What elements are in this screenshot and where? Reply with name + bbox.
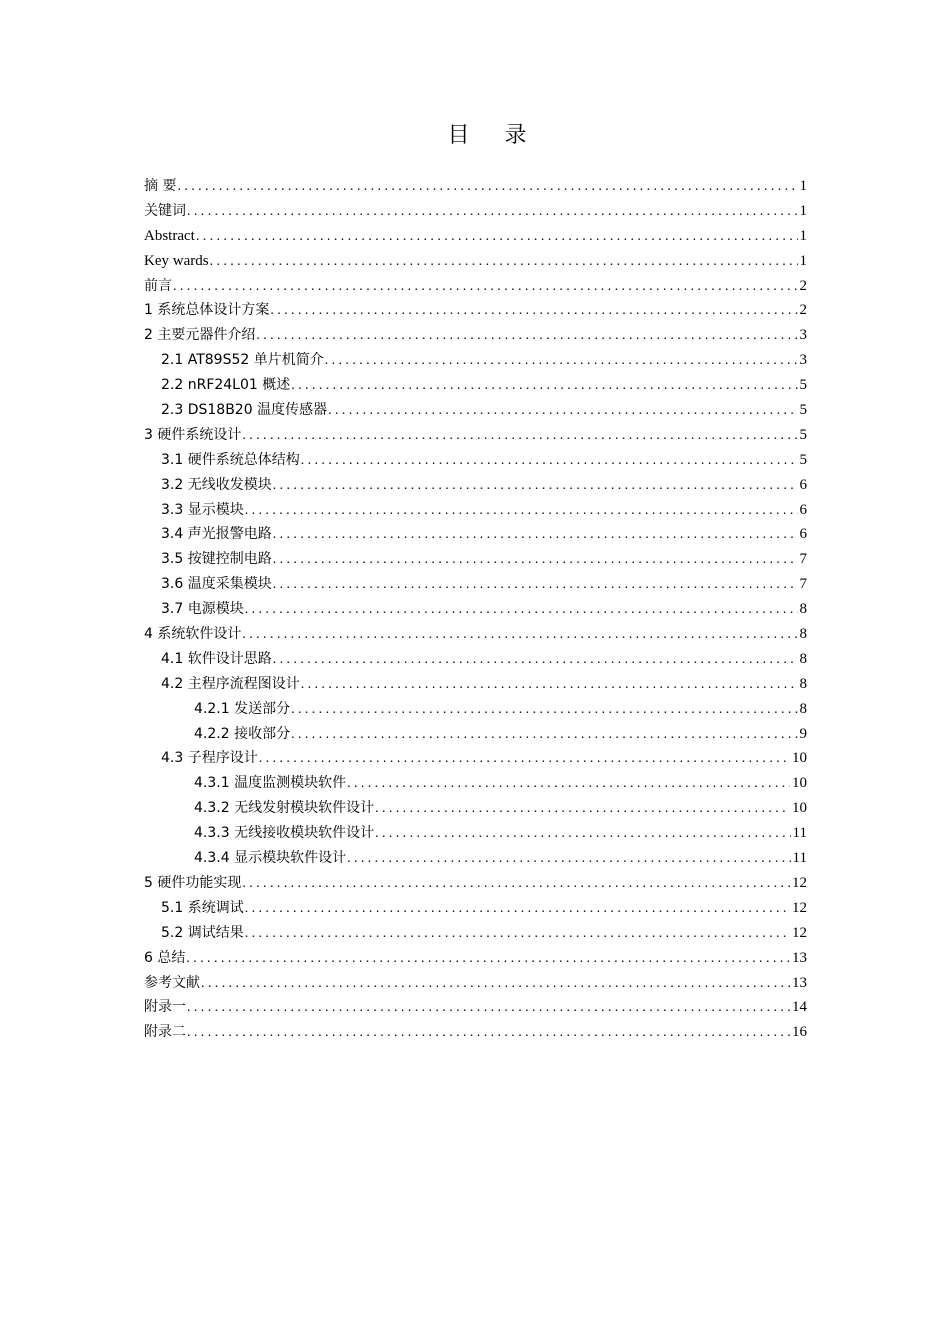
toc-dot-leader — [273, 523, 798, 548]
toc-entry-label: 摘 要 — [144, 178, 177, 194]
toc-entry-label: 4.3.1 温度监测模块软件 — [194, 775, 347, 792]
toc-dot-leader — [301, 449, 798, 474]
toc-entry-label: 3.1 硬件系统总体结构 — [161, 451, 300, 468]
toc-dot-leader — [270, 299, 797, 324]
toc-dot-leader — [291, 374, 797, 399]
toc-entry-page-number: 8 — [799, 650, 807, 667]
toc-dot-leader — [273, 648, 798, 673]
toc-entry-label: 4.2.1 发送部分 — [194, 700, 291, 717]
toc-entry-page-number: 12 — [792, 874, 807, 891]
toc-entry[interactable] — [144, 547, 807, 572]
toc-entry-label: 1 系统总体设计方案 — [144, 302, 270, 319]
toc-entry-label: 2 主要元器件介绍 — [144, 327, 256, 344]
toc-dot-leader — [242, 872, 790, 897]
toc-entry-page-number: 7 — [799, 576, 807, 593]
toc-entry[interactable] — [144, 921, 807, 946]
toc-entry-label: 4.3.4 显示模块软件设计 — [194, 850, 347, 867]
toc-entry-page-number: 13 — [792, 974, 807, 991]
toc-dot-leader — [187, 996, 790, 1021]
toc-entry[interactable] — [144, 199, 807, 224]
toc-entry[interactable] — [144, 298, 807, 323]
toc-entry-label: 4.2.2 接收部分 — [194, 725, 291, 742]
toc-entry[interactable] — [144, 224, 807, 249]
toc-dot-leader — [177, 175, 797, 200]
toc-entry[interactable] — [144, 722, 807, 747]
toc-entry-label: 附录一 — [144, 999, 186, 1016]
toc-entry[interactable] — [144, 672, 807, 697]
toc-entry[interactable] — [144, 796, 807, 821]
toc-entry[interactable] — [144, 522, 807, 547]
toc-entry[interactable] — [144, 448, 807, 473]
toc-dot-leader — [186, 947, 790, 972]
toc-entry-label: 3.2 无线收发模块 — [161, 476, 272, 493]
toc-dot-leader — [245, 922, 790, 947]
toc-entry-page-number: 1 — [799, 227, 807, 244]
toc-entry[interactable] — [144, 647, 807, 672]
toc-entry-page-number: 13 — [792, 949, 807, 966]
toc-entry[interactable] — [144, 274, 807, 299]
toc-entry-page-number: 16 — [792, 1024, 807, 1041]
toc-entry-page-number: 3 — [799, 352, 807, 369]
toc-entry-label: 4 系统软件设计 — [144, 626, 242, 643]
toc-dot-leader — [347, 772, 790, 797]
toc-entry-page-number: 11 — [792, 850, 807, 867]
table-of-contents — [144, 174, 807, 1045]
toc-entry[interactable] — [144, 174, 807, 199]
toc-entry-label: Key wards — [144, 252, 209, 269]
toc-dot-leader — [273, 474, 798, 499]
toc-entry-page-number: 1 — [799, 252, 807, 269]
toc-entry[interactable] — [144, 572, 807, 597]
toc-dot-leader — [196, 225, 798, 250]
toc-entry[interactable] — [144, 771, 807, 796]
toc-entry[interactable] — [144, 871, 807, 896]
toc-entry-label: 4.2 主程序流程图设计 — [161, 675, 300, 692]
toc-entry[interactable] — [144, 1020, 807, 1045]
toc-dot-leader — [245, 897, 790, 922]
toc-entry-page-number: 3 — [799, 327, 807, 344]
toc-dot-leader — [187, 1021, 790, 1046]
toc-entry[interactable] — [144, 398, 807, 423]
toc-dot-leader — [245, 598, 798, 623]
toc-entry[interactable] — [144, 323, 807, 348]
toc-entry-label: 附录二 — [144, 1024, 186, 1041]
toc-dot-leader — [291, 723, 797, 748]
toc-entry-label: 3.4 声光报警电路 — [161, 526, 272, 543]
toc-entry-page-number: 9 — [799, 725, 807, 742]
toc-entry[interactable] — [144, 697, 807, 722]
toc-entry-page-number: 6 — [799, 476, 807, 493]
toc-entry-label: 2.2 nRF24L01 概述 — [161, 377, 291, 394]
toc-entry-page-number: 12 — [792, 899, 807, 916]
toc-dot-leader — [210, 250, 798, 275]
toc-entry-label: 3.7 电源模块 — [161, 601, 244, 618]
toc-entry-page-number: 6 — [799, 526, 807, 543]
toc-entry-page-number: 1 — [799, 178, 807, 194]
toc-dot-leader — [259, 747, 790, 772]
toc-dot-leader — [201, 972, 790, 997]
toc-entry[interactable] — [144, 622, 807, 647]
toc-entry-page-number: 2 — [799, 277, 807, 294]
toc-entry-label: 6 总结 — [144, 949, 186, 966]
toc-dot-leader — [328, 399, 797, 424]
toc-entry-page-number: 10 — [792, 800, 807, 817]
toc-entry-page-number: 8 — [799, 601, 807, 618]
toc-entry-page-number: 8 — [799, 700, 807, 717]
toc-entry[interactable] — [144, 473, 807, 498]
toc-entry-page-number: 14 — [792, 999, 807, 1016]
toc-entry[interactable] — [144, 946, 807, 971]
toc-entry-label: 2.1 AT89S52 单片机简介 — [161, 352, 324, 369]
toc-dot-leader — [347, 847, 790, 872]
toc-entry[interactable] — [144, 995, 807, 1020]
toc-entry-page-number: 8 — [799, 675, 807, 692]
toc-dot-leader — [173, 275, 798, 300]
page-title: 目 录 — [447, 123, 541, 148]
toc-dot-leader — [301, 673, 798, 698]
toc-entry-label: 参考文献 — [144, 974, 200, 991]
toc-dot-leader — [245, 499, 798, 524]
toc-entry-label: 5.1 系统调试 — [161, 899, 244, 916]
toc-entry-label: 3.3 显示模块 — [161, 501, 244, 518]
toc-entry-label: Abstract — [144, 227, 195, 244]
toc-entry[interactable] — [144, 423, 807, 448]
toc-dot-leader — [291, 698, 797, 723]
toc-entry-label: 3 硬件系统设计 — [144, 426, 242, 443]
toc-entry[interactable] — [144, 971, 807, 996]
toc-entry[interactable] — [144, 746, 807, 771]
toc-entry[interactable] — [144, 373, 807, 398]
toc-entry-label: 3.5 按键控制电路 — [161, 551, 272, 568]
toc-entry-label: 4.3.3 无线接收模块软件设计 — [194, 825, 375, 842]
toc-entry[interactable] — [144, 821, 807, 846]
toc-dot-leader — [242, 623, 797, 648]
toc-entry-page-number: 7 — [799, 551, 807, 568]
toc-dot-leader — [375, 797, 790, 822]
toc-entry-page-number: 1 — [799, 202, 807, 219]
toc-dot-leader — [325, 349, 798, 374]
toc-entry-page-number: 8 — [799, 626, 807, 643]
toc-entry-label: 前言 — [144, 277, 172, 294]
toc-entry-page-number: 5 — [799, 451, 807, 468]
toc-dot-leader — [256, 324, 797, 349]
toc-dot-leader — [187, 200, 798, 225]
toc-dot-leader — [375, 822, 790, 847]
toc-entry-label: 5.2 调试结果 — [161, 924, 244, 941]
toc-dot-leader — [273, 573, 798, 598]
toc-entry-label: 5 硬件功能实现 — [144, 874, 242, 891]
toc-entry-page-number: 10 — [792, 775, 807, 792]
toc-dot-leader — [242, 424, 797, 449]
toc-entry[interactable] — [144, 498, 807, 523]
toc-dot-leader — [273, 548, 798, 573]
toc-entry[interactable] — [144, 846, 807, 871]
toc-entry-page-number: 5 — [799, 377, 807, 394]
toc-entry-page-number: 11 — [792, 825, 807, 842]
toc-entry-page-number: 12 — [792, 924, 807, 941]
toc-entry[interactable] — [144, 597, 807, 622]
toc-entry-page-number: 6 — [799, 501, 807, 518]
toc-entry-label: 4.3.2 无线发射模块软件设计 — [194, 800, 375, 817]
toc-entry-page-number: 5 — [799, 402, 807, 419]
toc-entry-label: 关键词 — [144, 202, 186, 219]
toc-entry[interactable] — [144, 896, 807, 921]
toc-entry-page-number: 5 — [799, 426, 807, 443]
toc-entry-label: 3.6 温度采集模块 — [161, 576, 272, 593]
toc-entry[interactable] — [144, 348, 807, 373]
toc-entry-label: 4.3 子程序设计 — [161, 750, 258, 767]
toc-entry-page-number: 2 — [799, 302, 807, 319]
toc-entry-label: 2.3 DS18B20 温度传感器 — [161, 402, 328, 419]
toc-entry-label: 4.1 软件设计思路 — [161, 650, 272, 667]
toc-entry[interactable] — [144, 249, 807, 274]
toc-entry-page-number: 10 — [792, 750, 807, 767]
